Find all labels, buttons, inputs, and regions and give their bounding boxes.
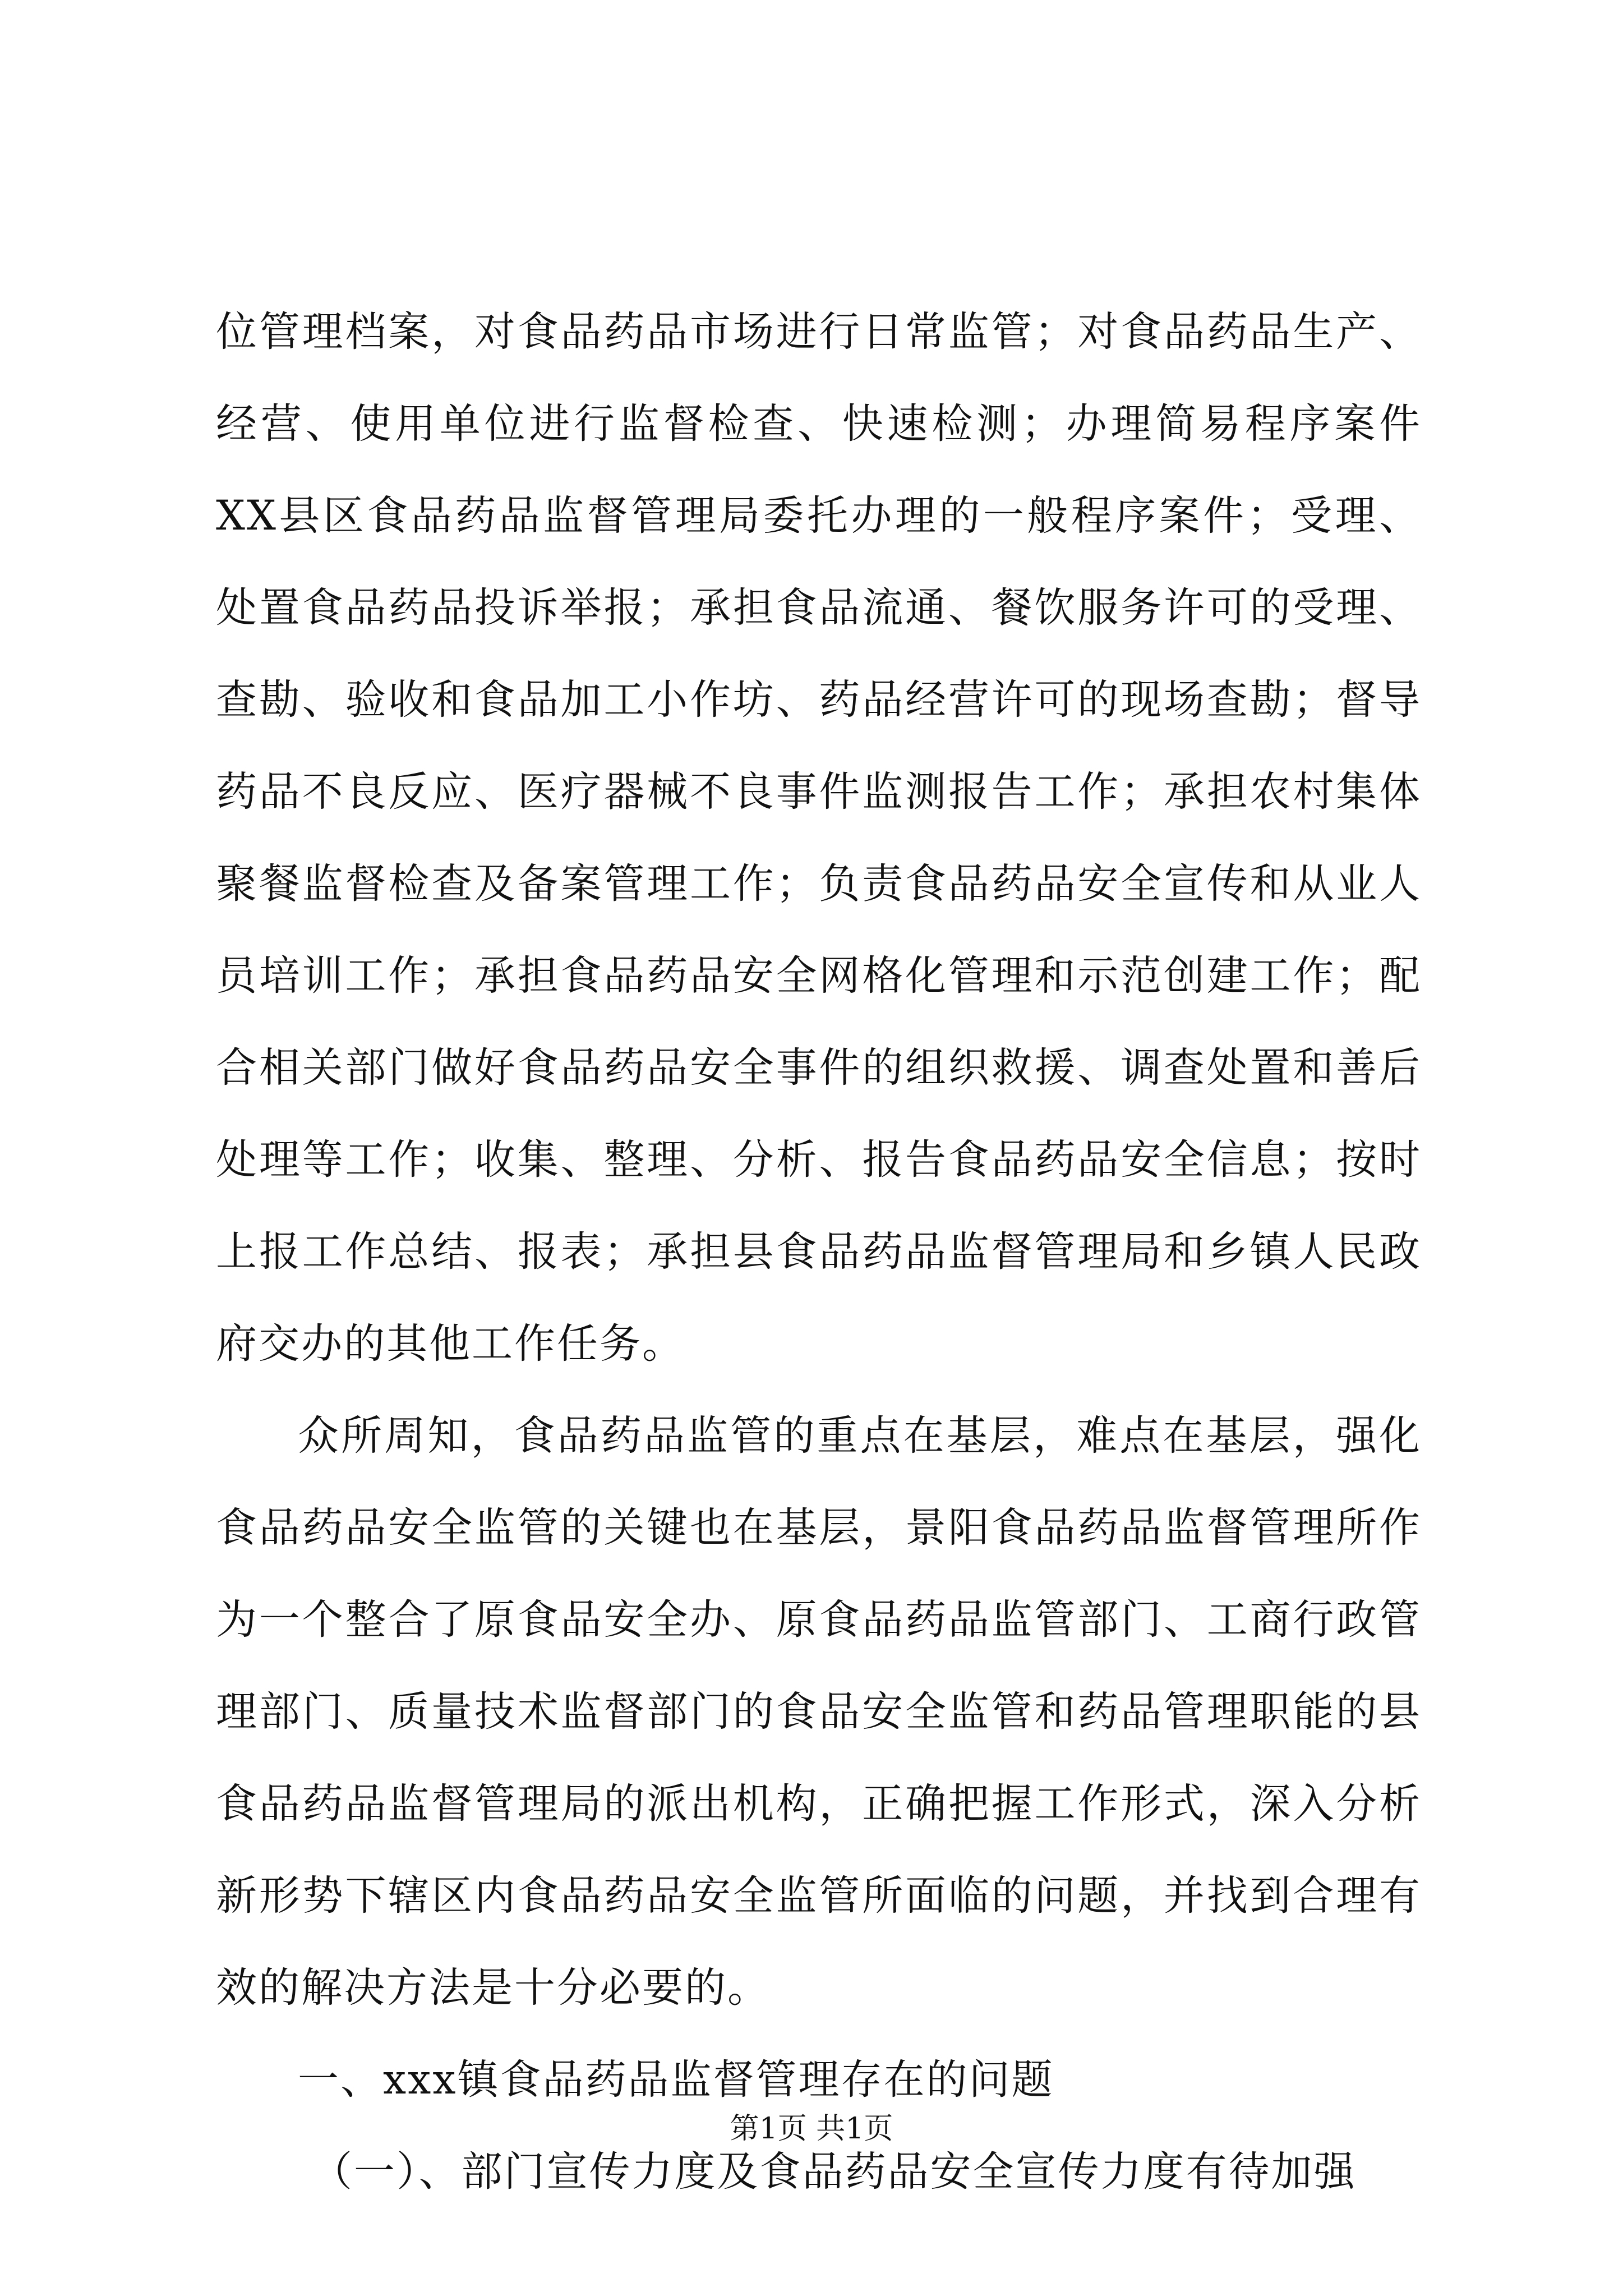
section-heading: 一、xxx镇食品药品监督管理存在的问题 (298, 2056, 1054, 2104)
paragraph: 众所周知，食品药品监管的重点在基层，难点在基层，强化食品药品安全监管的关键也在基层，景阳食品药品监督管理所作为一个整合了原食品安全办、原食品药品监管部门、工商行政管理部门、质量技术监督部门的食品安全监管和药品管理职能的县食品药品监督管理局的派出机构，正确把握工作形式，深入分析新形势下辖区内食品药品安全监管所面临的问题，并找到合理有效的解决方法是十分必要的。 (216, 1412, 1422, 2012)
page-footer: 第1页 共1页 (730, 2112, 893, 2146)
subsection-heading: （一）、部门宣传力度及食品药品安全宣传力度有待加强 (311, 2148, 1357, 2196)
paragraph-continued: 位管理档案，对食品药品市场进行日常监管；对食品药品生产、经营、使用单位进行监督检查、快速检测；办理简易程序案件XX县区食品药品监督管理局委托办理的一般程序案件；受理、处置食品药品投诉举报；承担食品流通、餐饮服务许可的受理、查勘、验收和食品加工小作坊、药品经营许可的现场查勘；督导药品不良反应、医疗器械不良事件监测报告工作；承担农村集体聚餐监督检查及备案管理工作；负责食品药品安全宣传和从业人员培训工作；承担食品药品安全网格化管理和示范创建工作；配合相关部门做好食品药品安全事件的组织救援、调查处置和善后处理等工作；收集、整理、分析、报告食品药品安全信息；按时上报工作总结、报表；承担县食品药品监督管理局和乡镇人民政府交办的其他工作任务。 (216, 308, 1422, 1368)
document-body (216, 286, 1422, 2218)
